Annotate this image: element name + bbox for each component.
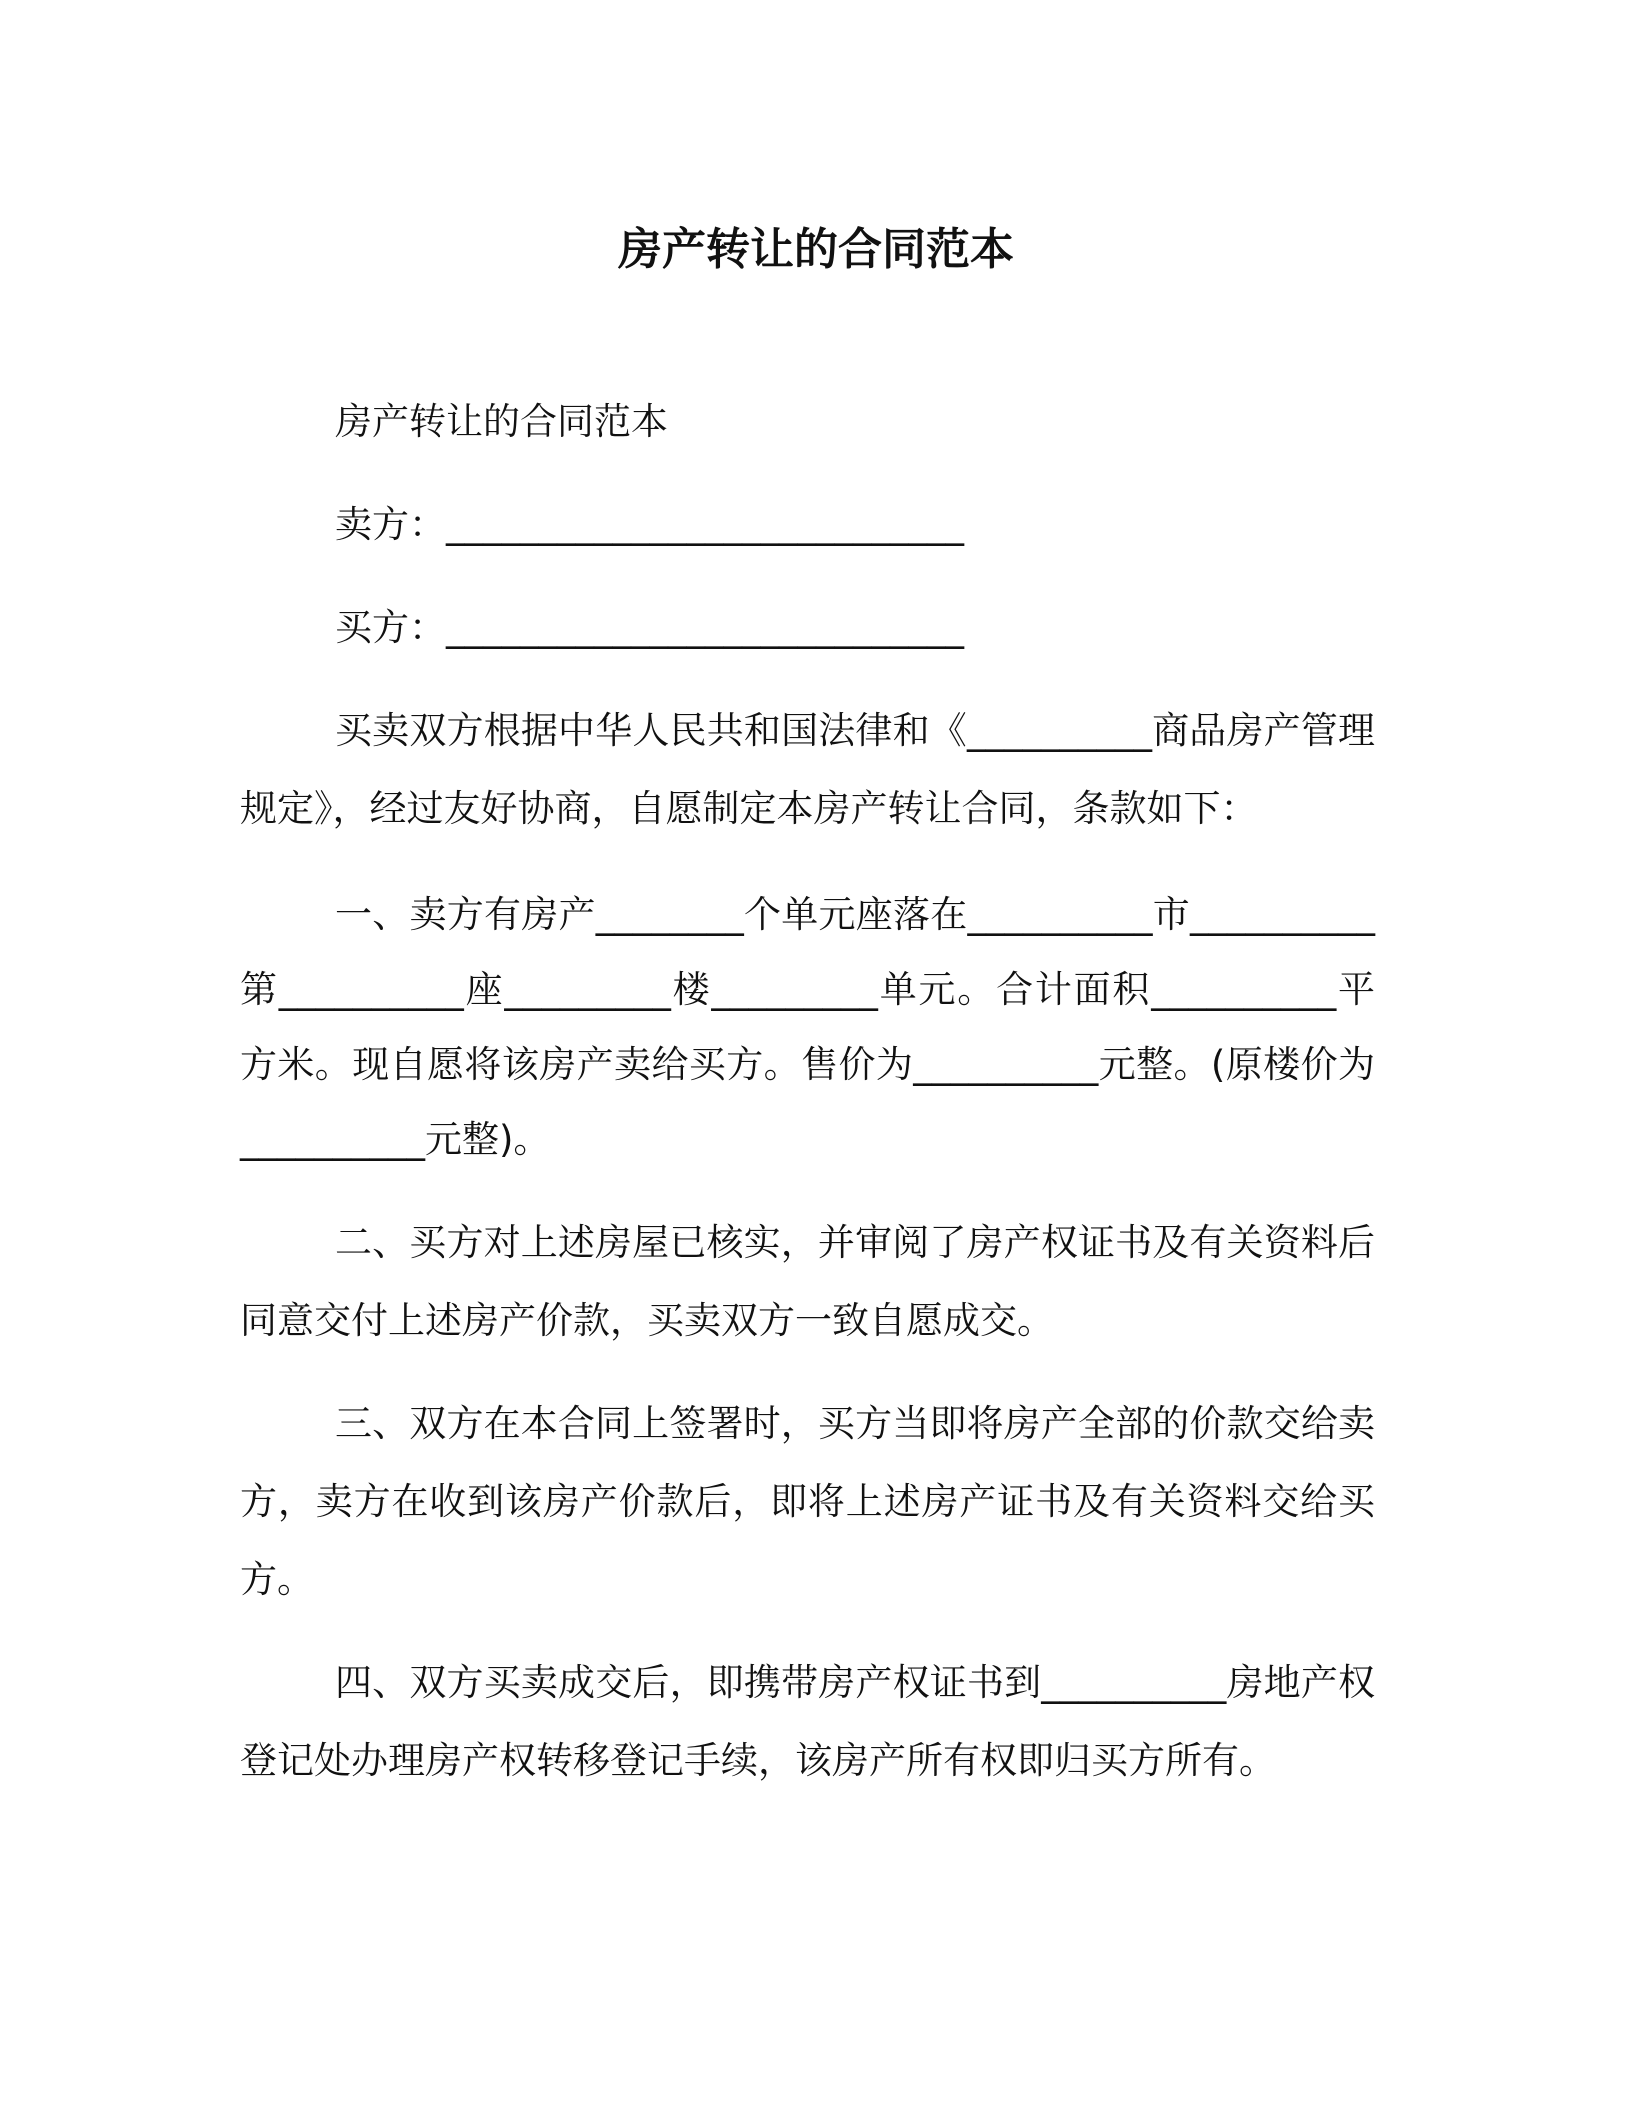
buyer-line: 买方：____________________________ [335,606,964,649]
paragraph-line: 登记处办理房产权转移登记手续，该房产所有权即归买方所有。 [240,1739,1276,1782]
paragraph-line: 一、卖方有房产________个单元座落在__________市__________ [335,893,1375,936]
seller-line: 卖方：____________________________ [335,503,964,546]
paragraph-line: 方，卖方在收到该房产价款后，即将上述房产证书及有关资料交给买 [240,1480,1375,1523]
paragraph-line: 同意交付上述房产价款，买卖双方一致自愿成交。 [240,1299,1054,1342]
paragraph-line: 买卖双方根据中华人民共和国法律和《__________商品房产管理 [335,709,1375,752]
paragraph-line: 三、双方在本合同上签署时，买方当即将房产全部的价款交给卖 [335,1402,1375,1445]
paragraph-line: __________元整)。 [240,1118,551,1161]
paragraph-line: 方米。现自愿将该房产卖给买方。售价为__________元整。(原楼价为 [240,1043,1375,1086]
paragraph-line: 方。 [240,1558,314,1601]
paragraph-line: 规定》，经过友好协商，自愿制定本房产转让合同，条款如下： [240,787,1258,830]
document-title: 房产转让的合同范本 [618,224,1014,275]
paragraph-line: 二、买方对上述房屋已核实，并审阅了房产权证书及有关资料后 [335,1221,1375,1264]
document-heading: 房产转让的合同范本 [335,400,668,443]
paragraph-line: 四、双方买卖成交后，即携带房产权证书到__________房地产权 [335,1661,1375,1704]
paragraph-line: 第__________座_________楼_________单元。合计面积__________平 [240,968,1375,1011]
